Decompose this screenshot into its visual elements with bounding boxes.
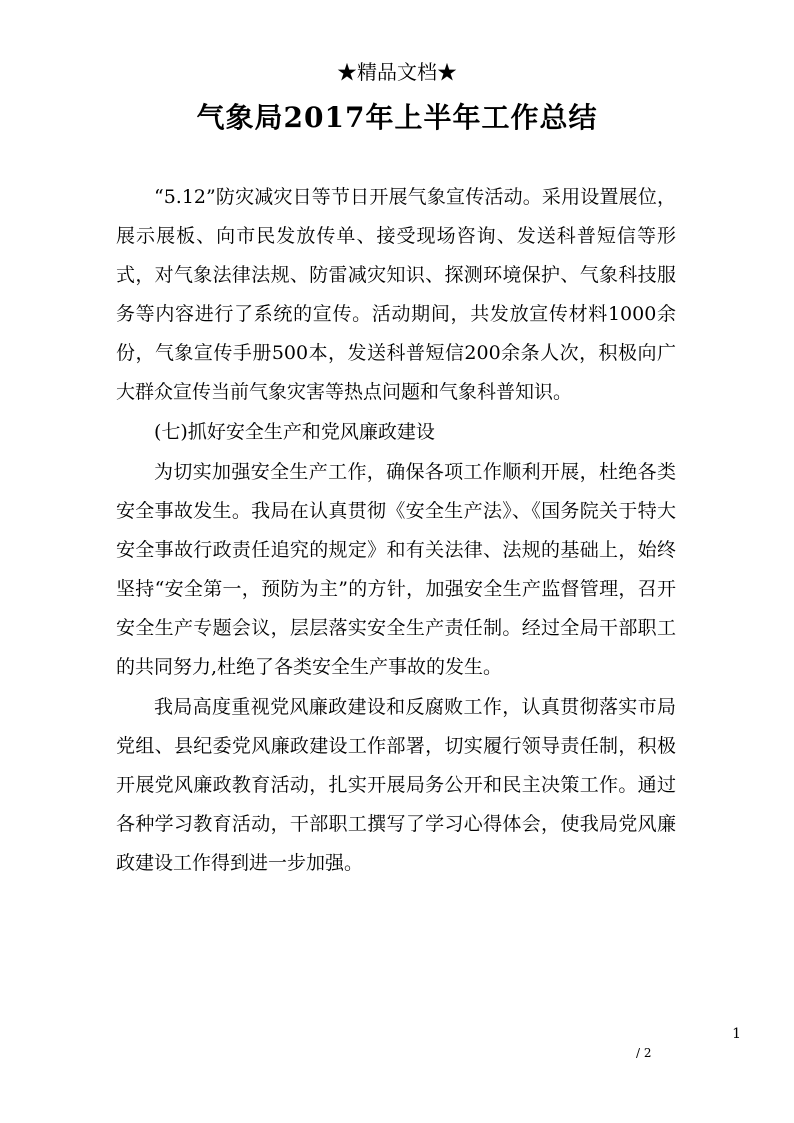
section-heading-safety: (七)抓好安全生产和党风廉政建设 bbox=[154, 421, 435, 443]
document-title: 气象局2017年上半年工作总结 bbox=[196, 101, 598, 134]
page-number: 1 bbox=[732, 1026, 741, 1042]
paragraph-integrity: 我局高度重视党风廉政建设和反腐败工作，认真贯彻落实市局党组、县纪委党风廉政建设工作部署，切实履行领导责任制，积极开展党风廉政教育活动，扎实开展局务公开和民主决策工作。通过各种学习教育活动，干部职工撰写了学习心得体会，使我局党风廉政建设工作得到进一步加强。 bbox=[116, 696, 676, 874]
document-header-label: ★精品文档★ bbox=[337, 60, 457, 84]
document-body bbox=[116, 178, 676, 883]
paragraph-publicity: “5.12”防灾减灾日等节日开展气象宣传活动。采用设置展位，展示展板、向市民发放传单、接受现场咨询、发送科普短信等形式，对气象法律法规、防雷减灾知识、探测环境保护、气象科技服务等内容进行了系统的宣传。活动期间，共发放宣传材料1000余份，气象宣传手册500本，发送科普短信200余条人次，积极向广大群众宣传当前气象灾害等热点问题和气象科普知识。 bbox=[116, 186, 676, 403]
paragraph-safety: 为切实加强安全生产工作，确保各项工作顺利开展，杜绝各类安全事故发生。我局在认真贯彻《安全生产法》、《国务院关于特大安全事故行政责任追究的规定》和有关法律、法规的基础上，始终坚持“安全第一，预防为主”的方针，加强安全生产监督管理，召开安全生产专题会议，层层落实安全生产责任制。经过全局干部职工的共同努力,杜绝了各类安全生产事故的发生。 bbox=[116, 461, 676, 678]
page-total: / 2 bbox=[636, 1046, 652, 1060]
